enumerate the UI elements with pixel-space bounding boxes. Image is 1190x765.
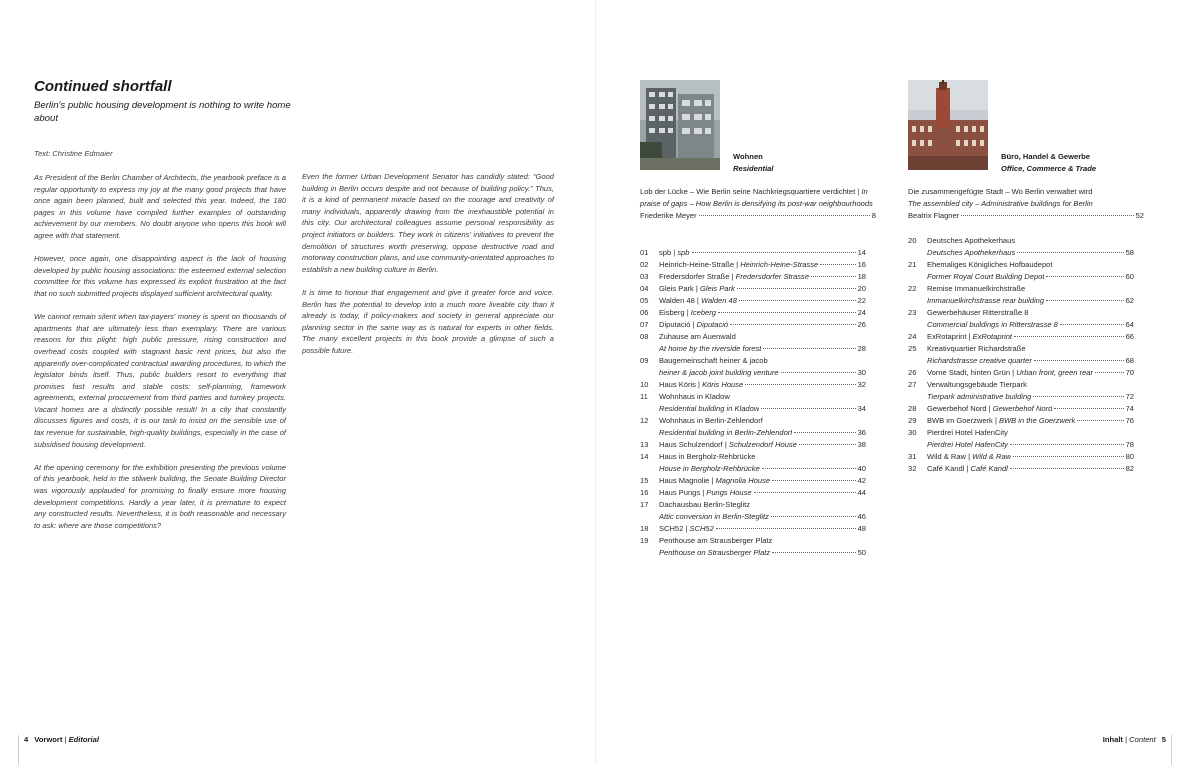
toc-entry-title-de: Verwaltungsgebäude Tierpark: [927, 380, 1027, 389]
toc-entry-title-de: Gewerbehof Nord: [927, 404, 987, 413]
leader-dots: [1014, 336, 1124, 337]
toc-entry-title-en: Penthouse on Strausberger Platz: [659, 548, 771, 557]
toc-entry[interactable]: [908, 343, 1134, 367]
article-subtitle: Berlin's public housing development is nothing to write home about: [34, 100, 291, 124]
toc-entry-title-en: Urban front, green rear: [1016, 368, 1094, 377]
toc-entry[interactable]: [908, 427, 1134, 451]
toc-entry[interactable]: [640, 487, 866, 499]
paragraph: Even the former Urban Development Senator has candidly stated: “Good building in Berlin occurs despite and not because of building policy.” Thus, it is a kind of permanent miracle based on the courage and creativity of many individuals, apparently drawing from the inexhaustible potential in this city. Our architectural colleagues assume personal responsibility as project initiators or builders. They work in citizens' initiatives to prevent the demolition of structures worth preserving, oppose destructive road and motorway construction plans, and use community-orientated approaches to establish a new building culture in Berlin.: [302, 172, 554, 274]
leader-dots: [754, 492, 856, 493]
toc-separator: |: [709, 476, 716, 485]
leader-dots: [745, 384, 855, 385]
leader-dots: [692, 252, 856, 253]
article-author: Text: Christine Edmaier: [34, 149, 113, 158]
paragraph: At the opening ceremony for the exhibition presenting the previous volume of this yearbook, held in the stilwerk building, the Senate Building Director was vigorously applauded for promising to finally ensure more housing development competitions. Hardly a year later, it is premature to expect any constructed results. Nevertheless, it is both reasonable and necessary to ask: where are those competitions?: [34, 462, 286, 530]
toc-entry-title-de: Haus Magnolie: [659, 476, 710, 485]
toc-separator: |: [729, 272, 736, 281]
leader-dots: [820, 264, 855, 265]
toc-entry-title-de: Diputació: [659, 320, 691, 329]
toc-entry-title-en: Köris House: [702, 380, 744, 389]
toc-entry-page: 18: [857, 272, 866, 281]
folio-label-de: Vorwort: [34, 735, 63, 744]
toc-separator: |: [734, 260, 741, 269]
toc-entry-number: 01: [640, 248, 649, 257]
toc-entry-number: 28: [908, 404, 917, 413]
toc-entry-number: 18: [640, 524, 649, 533]
toc-entry-title-en: Attic conversion in Berlin-Steglitz: [659, 512, 769, 521]
toc-entry[interactable]: [908, 451, 1134, 463]
toc-entry-title-en: Immanuelkirchstrasse rear building: [927, 296, 1045, 305]
toc-entry[interactable]: [908, 463, 1134, 475]
leader-dots: [763, 348, 855, 349]
toc-entry-title-en: ExRotaprint: [972, 332, 1013, 341]
toc-entry-page: 64: [1125, 320, 1134, 329]
toc-entry[interactable]: [640, 379, 866, 391]
toc-entry-title-en: Pierdrei Hotel HafenCity: [927, 440, 1008, 449]
toc-entry-title-en: Café Kandl: [970, 464, 1008, 473]
toc-entry-title-de: Kreativquartier Richardstraße: [927, 344, 1026, 353]
toc-entry-title-de: Vorne Stadt, hinten Grün: [927, 368, 1011, 377]
city-hall-image: [908, 80, 988, 170]
leader-dots: [772, 480, 856, 481]
toc-entry-number: 10: [640, 380, 649, 389]
intro-title-de: Lob der Lücke – Wie Berlin seine Nachkriegsquartiere verdichtet: [640, 187, 856, 196]
residential-building-image: [640, 80, 720, 170]
intro-author: Beatrix Flagner: [908, 211, 960, 220]
toc-entry-page: 68: [1125, 356, 1134, 365]
leader-dots: [771, 516, 856, 517]
toc-entry-page: 26: [857, 320, 866, 329]
toc-entry[interactable]: [908, 259, 1134, 283]
leader-dots: [1010, 444, 1124, 445]
folio-label-de: Inhalt: [1102, 735, 1123, 744]
leader-dots: [730, 324, 856, 325]
toc-separator: |: [1010, 368, 1017, 377]
toc-entry-page: 36: [857, 428, 866, 437]
toc-entry-title-en: Richardstrasse creative quarter: [927, 356, 1032, 365]
toc-entry[interactable]: [640, 475, 866, 487]
section-heading-en: Office, Commerce & Trade: [1001, 164, 1097, 173]
residential-photo: [640, 80, 720, 170]
section-heading-commercial: [1001, 151, 1096, 175]
toc-entry-page: 78: [1125, 440, 1134, 449]
toc-entry-number: 08: [640, 332, 649, 341]
toc-entry-title-en: Magnolia House: [715, 476, 771, 485]
toc-entry-title-en: Tierpark administrative building: [927, 392, 1032, 401]
toc-entry[interactable]: [640, 271, 866, 283]
toc-entry-page: 28: [857, 344, 866, 353]
toc-entry-number: 32: [908, 464, 917, 473]
section-heading-en: Residential: [733, 164, 774, 173]
leader-dots: [1060, 324, 1124, 325]
leader-dots: [1033, 396, 1123, 397]
toc-entry-page: 20: [857, 284, 866, 293]
toc-entry-number: 23: [908, 308, 917, 317]
toc-separator: |: [966, 452, 973, 461]
toc-entry[interactable]: [640, 391, 866, 415]
leader-dots: [794, 432, 855, 433]
toc-entry-title-de: Wild & Raw: [927, 452, 966, 461]
toc-entry-page: 66: [1125, 332, 1134, 341]
toc-entry[interactable]: [640, 499, 866, 523]
text-column-2: [302, 171, 554, 368]
toc-entry-number: 09: [640, 356, 649, 365]
page-gutter: [595, 0, 596, 765]
toc-entry-page: 32: [857, 380, 866, 389]
leader-dots: [739, 300, 856, 301]
toc-entry-number: 03: [640, 272, 649, 281]
toc-entry-title-en: Residential building in Berlin-Zehlendorf: [659, 428, 793, 437]
toc-separator: |: [722, 440, 729, 449]
leader-dots: [716, 528, 856, 529]
residential-intro: [640, 186, 876, 222]
toc-entry-page: 14: [857, 248, 866, 257]
toc-entry-number: 07: [640, 320, 649, 329]
intro-separator: |: [855, 187, 862, 196]
toc-entry-title-de: Penthouse am Strausberger Platz: [659, 536, 773, 545]
toc-entry-page: 46: [857, 512, 866, 521]
toc-separator: |: [700, 488, 707, 497]
toc-entry-page: 16: [857, 260, 866, 269]
toc-entry-page: 48: [857, 524, 866, 533]
toc-entry-title-en: Residential building in Kladow: [659, 404, 760, 413]
toc-entry-title-en: Wild & Raw: [972, 452, 1012, 461]
paragraph: As President of the Berlin Chamber of Architects, the yearbook preface is a regular opportunity to express my joy at the many good projects that have once again been planned, built and selected this year. Indeed, the 180 pages in this volume have compiled further examples of outstanding achievement by our members. No doubt anyone who opens this book will agree with that statement.: [34, 173, 286, 240]
toc-entry-title-de: Heinrich-Heine-Straße: [659, 260, 735, 269]
toc-entry-title-de: Eisberg: [659, 308, 685, 317]
leader-dots: [762, 468, 856, 469]
paragraph: However, once again, one disappointing aspect is the lack of housing developed by public housing associations: the esteemed external selection committee for this volume has expressed its explicit frustration at the fact that no such submitted projects displayed sufficient architectural quality.: [34, 254, 286, 298]
folio-right: [1103, 735, 1166, 744]
toc-entry-page: 24: [857, 308, 866, 317]
toc-entry-number: 15: [640, 476, 649, 485]
commercial-toc: [908, 235, 1134, 475]
toc-entry[interactable]: [640, 331, 866, 355]
intro-title-de: Die zusammengefügte Stadt – Wo Berlin verwaltet wird: [908, 187, 1093, 196]
residential-toc: [640, 247, 866, 559]
toc-entry-number: 17: [640, 500, 649, 509]
toc-entry-number: 26: [908, 368, 917, 377]
toc-entry-title-en: Walden 48: [700, 296, 737, 305]
toc-entry-title-en: Deutsches Apothekerhaus: [927, 248, 1016, 257]
toc-entry-title-de: Ehemaliges Königliches Hofbaudepot: [927, 260, 1053, 269]
folio-rule-right: [1171, 735, 1172, 765]
toc-entry[interactable]: [908, 367, 1134, 379]
toc-entry[interactable]: [908, 415, 1134, 427]
toc-entry-title-en: Heinrich-Heine-Strasse: [740, 260, 819, 269]
toc-separator: |: [964, 464, 971, 473]
toc-entry[interactable]: [908, 235, 1134, 259]
leader-dots: [1077, 420, 1123, 421]
intro-title-en: In praise of gaps – How Berlin is densifying its post-war neighbourhoods: [640, 187, 873, 208]
toc-entry-title-de: Zuhause am Auenwald: [659, 332, 736, 341]
toc-entry[interactable]: [908, 331, 1134, 343]
toc-entry-number: 14: [640, 452, 649, 461]
toc-entry-page: 82: [1125, 464, 1134, 473]
toc-entry-number: 02: [640, 260, 649, 269]
toc-entry-title-de: Pierdrei Hotel HafenCity: [927, 428, 1008, 437]
toc-separator: |: [684, 308, 691, 317]
toc-entry[interactable]: [908, 283, 1134, 307]
toc-entry-page: 30: [857, 368, 866, 377]
toc-entry-title-de: Deutsches Apothekerhaus: [927, 236, 1016, 245]
leader-dots: [1034, 360, 1124, 361]
toc-entry-number: 05: [640, 296, 649, 305]
toc-entry-page: 44: [857, 488, 866, 497]
page-number: 5: [1161, 735, 1166, 744]
toc-entry[interactable]: [640, 295, 866, 307]
toc-entry-title-de: ExRotaprint: [927, 332, 967, 341]
text-column-1: [34, 172, 286, 543]
toc-entry-title-de: SCH52: [659, 524, 684, 533]
commercial-photo: [908, 80, 988, 170]
toc-entry[interactable]: [640, 535, 866, 559]
leader-dots: [761, 408, 855, 409]
toc-entry[interactable]: [640, 439, 866, 451]
toc-entry-page: 62: [1125, 296, 1134, 305]
toc-entry-number: 24: [908, 332, 917, 341]
page-number: 4: [24, 735, 29, 744]
toc-entry-title-de: BWB im Goerzwerk: [927, 416, 993, 425]
toc-entry-title-en: spb: [677, 248, 690, 257]
toc-entry-title-en: Pungs House: [706, 488, 752, 497]
toc-entry-title-de: spb: [659, 248, 672, 257]
toc-entry-page: 38: [857, 440, 866, 449]
toc-separator: |: [695, 380, 703, 389]
toc-entry[interactable]: [908, 379, 1134, 403]
toc-entry-title-en: House in Bergholz-Rehbrücke: [659, 464, 760, 473]
toc-entry-title-en: BWB in the Goerzwerk: [999, 416, 1076, 425]
toc-entry-title-de: Haus in Bergholz-Rehbrücke: [659, 452, 756, 461]
toc-entry-number: 06: [640, 308, 649, 317]
toc-entry[interactable]: [640, 247, 866, 259]
toc-entry-page: 80: [1125, 452, 1134, 461]
toc-entry-title-en: At home by the riverside forest: [659, 344, 762, 353]
intro-page: 8: [871, 211, 876, 220]
toc-entry-page: 40: [857, 464, 866, 473]
section-heading-residential: [733, 151, 774, 175]
toc-entry-page: 22: [857, 296, 866, 305]
leader-dots: [781, 372, 856, 373]
toc-entry-page: 58: [1125, 248, 1134, 257]
leader-dots: [772, 552, 855, 553]
toc-entry-title-en: Former Royal Court Building Depot: [927, 272, 1045, 281]
toc-entry-title-en: Fredersdorfer Strasse: [735, 272, 810, 281]
toc-entry-title-de: Wohnhaus in Kladow: [659, 392, 730, 401]
toc-entry[interactable]: [640, 283, 866, 295]
leader-dots: [1013, 456, 1124, 457]
folio-rule-left: [18, 735, 19, 765]
toc-entry-number: 19: [640, 536, 649, 545]
folio-left: [24, 735, 99, 744]
toc-entry[interactable]: [908, 307, 1134, 331]
toc-entry-page: 42: [857, 476, 866, 485]
paragraph: We cannot remain silent when tax-payers' money is spent on thousands of apartments that are ultimately less than exemplary. There are various reasons for this plight: high public pressure, rising construction and overhead costs coupled with stagnant basic rent prices, but also the apparently over-complicated contractual awarding procedures, to which the legislator binds itself. Thus, public builders resort to everything that promises fast results and stable costs: self-planning, framework agreements, external procurement from third parties and turnkey projects. Vacant homes are a distinctly possible result! In a city that constantly discusses figures and costs, it is our task to insist on the sensible use of tax revenue for sustainable, high-quality buildings, especially in the case of subsidised housing development.: [34, 312, 286, 449]
toc-entry-title-en: Gleis Park: [699, 284, 735, 293]
toc-entry[interactable]: [640, 307, 866, 319]
toc-entry-title-en: heiner & jacob joint building venture: [659, 368, 779, 377]
toc-separator: |: [690, 320, 697, 329]
toc-entry-title-en: Iceberg: [690, 308, 716, 317]
toc-entry-page: 50: [857, 548, 866, 557]
leader-dots: [1046, 276, 1123, 277]
toc-entry-number: 21: [908, 260, 917, 269]
article-title: Continued shortfall: [34, 78, 172, 95]
toc-entry[interactable]: [640, 355, 866, 379]
paragraph: It is time to honour that engagement and give it greater force and voice. Berlin has the potential to develop into a much more liveable city than it already is today, if policy-makers and society in general appreciate our planning sector in the same way as is natural for experts in other fields. The many excellent projects in this book provide a glimpse of such a possible future.: [302, 287, 554, 355]
toc-separator: |: [966, 332, 973, 341]
toc-entry-number: 29: [908, 416, 917, 425]
toc-entry-page: 60: [1125, 272, 1134, 281]
toc-entry[interactable]: [640, 451, 866, 475]
toc-entry-title-en: Diputació: [696, 320, 729, 329]
toc-entry-number: 22: [908, 284, 917, 293]
toc-entry-number: 11: [640, 392, 648, 401]
toc-separator: |: [683, 524, 690, 533]
toc-separator: |: [693, 284, 700, 293]
toc-entry-number: 30: [908, 428, 917, 437]
toc-entry-page: 74: [1125, 404, 1134, 413]
toc-entry[interactable]: [640, 259, 866, 271]
toc-entry-page: 72: [1125, 392, 1134, 401]
toc-entry[interactable]: [640, 523, 866, 535]
toc-entry-title-de: Wohnhaus in Berlin-Zehlendorf: [659, 416, 763, 425]
intro-page: 52: [1135, 211, 1144, 220]
toc-separator: |: [671, 248, 678, 257]
toc-entry-page: 34: [857, 404, 866, 413]
toc-entry-number: 27: [908, 380, 917, 389]
toc-entry-title-de: Fredersdorfer Straße: [659, 272, 730, 281]
toc-entry[interactable]: [640, 415, 866, 439]
folio-label-en: Editorial: [68, 735, 99, 744]
section-heading-de: Büro, Handel & Gewerbe: [1001, 152, 1091, 161]
toc-entry-title-de: Gleis Park: [659, 284, 694, 293]
toc-entry-page: 70: [1125, 368, 1134, 377]
folio-label-en: Content: [1129, 735, 1156, 744]
toc-entry-title-en: Gewerbehof Nord: [992, 404, 1053, 413]
leader-dots: [1017, 252, 1123, 253]
toc-entry[interactable]: [640, 319, 866, 331]
toc-entry-number: 25: [908, 344, 917, 353]
toc-separator: |: [986, 404, 993, 413]
toc-separator: |: [694, 296, 701, 305]
toc-entry-title-de: Dachausbau Berlin-Steglitz: [659, 500, 751, 509]
leader-dots: [1046, 300, 1124, 301]
toc-entry-title-de: Gewerbehäuser Ritterstraße 8: [927, 308, 1029, 317]
folio-separator: |: [1122, 735, 1130, 744]
toc-entry-number: 13: [640, 440, 649, 449]
toc-entry-title-en: Schulzendorf House: [728, 440, 797, 449]
toc-entry-number: 31: [908, 452, 917, 461]
toc-entry-number: 12: [640, 416, 649, 425]
folio-separator: |: [62, 735, 69, 744]
toc-entry-title-de: Baugemeinschaft heiner & jacob: [659, 356, 768, 365]
leader-dots: [811, 276, 856, 277]
toc-entry-title-en: SCH52: [689, 524, 714, 533]
leader-dots: [718, 312, 856, 313]
toc-entry-title-de: Café Kandl: [927, 464, 965, 473]
toc-entry-title-de: Walden 48: [659, 296, 695, 305]
toc-entry-number: 20: [908, 236, 917, 245]
toc-entry-title-de: Remise Immanuelkirchstraße: [927, 284, 1026, 293]
toc-entry-number: 16: [640, 488, 649, 497]
toc-entry-number: 04: [640, 284, 649, 293]
leader-dots: [737, 288, 856, 289]
toc-entry-title-de: Haus Köris: [659, 380, 696, 389]
intro-title-en: The assembled city – Administrative buildings for Berlin: [908, 199, 1093, 208]
section-heading-de: Wohnen: [733, 152, 763, 161]
toc-entry-title-en: Commercial buildings in Ritterstrasse 8: [927, 320, 1058, 329]
toc-entry-title-de: Haus Schulzendorf: [659, 440, 723, 449]
toc-entry-title-de: Haus Pungs: [659, 488, 701, 497]
leader-dots: [799, 444, 856, 445]
toc-separator: |: [992, 416, 999, 425]
intro-author: Friederike Meyer: [640, 211, 697, 220]
leader-dots: [1010, 468, 1124, 469]
commercial-intro: [908, 186, 1144, 222]
toc-entry-page: 76: [1125, 416, 1134, 425]
leader-dots: [1095, 372, 1124, 373]
leader-dots: [1054, 408, 1123, 409]
toc-entry[interactable]: [908, 403, 1134, 415]
